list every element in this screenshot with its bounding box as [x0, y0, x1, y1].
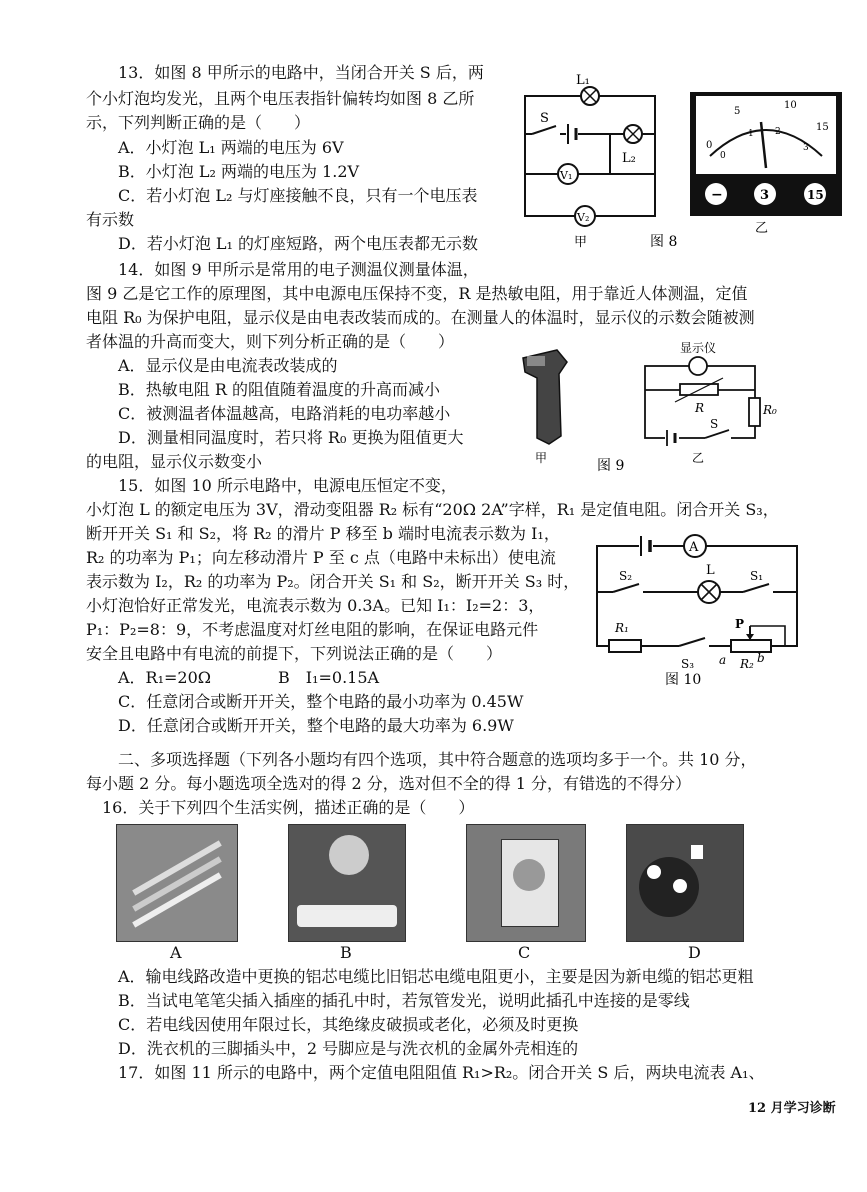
- tick-5-upper: 5: [734, 106, 741, 117]
- fig10-b-end: b: [757, 651, 765, 665]
- q16-photo-label-c: C: [518, 943, 531, 962]
- fig10-s2-label: S₂: [619, 569, 633, 583]
- fig10-r2-label: R₂: [740, 657, 754, 671]
- q14-option-a: A．显示仪是由电流表改装成的: [118, 356, 338, 375]
- terminal-3: 3: [760, 188, 770, 203]
- q16-option-a: A．输电线路改造中更换的铝芯电缆比旧铝芯电缆电阻更小，主要是因为新电缆的铝芯更粗: [118, 967, 754, 986]
- fig9-label-jia: 甲: [535, 451, 548, 465]
- fig8-caption: 图 8: [650, 234, 678, 250]
- q16-photo-label-a: A: [170, 943, 182, 962]
- fig9-label-yi: 乙: [692, 451, 705, 465]
- q14-line1: 14．如图 9 甲所示是常用的电子测温仪测量体温，: [118, 260, 479, 279]
- fig9-caption: 图 9: [597, 458, 625, 474]
- q17-stem: 17．如图 11 所示的电路中，两个定值电阻阻值 R₁>R₂。闭合开关 S 后，两块电流表 A₁、: [118, 1063, 765, 1082]
- q15-line2: 小灯泡 L 的额定电压为 3V，滑动变阻器 R₂ 标有“20Ω 2A”字样，R₁ 是定值电阻。闭合开关 S₃，: [86, 500, 779, 519]
- label-yi: 乙: [755, 221, 769, 236]
- q14-option-b: B．热敏电阻 R 的阻值随着温度的升高而减小: [118, 380, 440, 399]
- figure-10: [585, 528, 815, 688]
- figure-9: [515, 340, 795, 475]
- q16-option-c: C．若电线因使用年限过长，其绝缘皮破损或老化，必须及时更换: [118, 1015, 579, 1034]
- label-s: S: [540, 111, 549, 126]
- label-l1: L₁: [576, 73, 590, 88]
- q15-option-a: A．R₁=20Ω: [118, 668, 212, 687]
- photo-b-tester: [288, 824, 406, 942]
- q16-stem: 16．关于下列四个生活实例，描述正确的是（ ）: [102, 798, 475, 817]
- q13-option-a: A．小灯泡 L₁ 两端的电压为 6V: [118, 138, 344, 157]
- q13-line1: 13．如图 8 甲所示的电路中，当闭合开关 S 后，两: [118, 63, 484, 82]
- q14-line3: 电阻 R₀ 为保护电阻，显示仪是由电表改装而成的。在测量人的体温时，显示仪的示数会随被测: [86, 308, 755, 327]
- q14-option-d-cont: 的电阻，显示仪示数变小: [86, 452, 263, 471]
- figure-8: [510, 64, 860, 254]
- photo-d-plug: [626, 824, 744, 942]
- q13-option-b: B．小灯泡 L₂ 两端的电压为 1.2V: [118, 162, 360, 181]
- q15-line6: 小灯泡恰好正常发光，电流表示数为 0.3A。已知 I₁：I₂=2：3，: [86, 596, 545, 615]
- photo-c-socket: [466, 824, 586, 942]
- display-meter: [689, 357, 707, 375]
- fig9-display-label: 显示仪: [680, 341, 717, 355]
- fig10-caption: 图 10: [665, 672, 702, 688]
- tick-3-lower: 3: [803, 143, 809, 153]
- tick-0-lower: 0: [720, 151, 726, 161]
- q16-photo-label-b: B: [340, 943, 352, 962]
- photo-a-cables: [116, 824, 238, 942]
- terminal-minus: −: [711, 187, 723, 203]
- q15-line5: 表示数为 I₂，R₂ 的功率为 P₂。闭合开关 S₁ 和 S₂，断开开关 S₃ 时，: [86, 572, 580, 591]
- section2-line1: 二、多项选择题（下列各小题均有四个选项，其中符合题意的选项均多于一个。共 10 分，: [118, 750, 757, 769]
- label-l2: L₂: [622, 151, 636, 166]
- q15-line1: 15．如图 10 所示电路中，电源电压恒定不变，: [118, 476, 457, 495]
- q15-line3: 断开开关 S₁ 和 S₂，将 R₂ 的滑片 P 移至 b 端时电流表示数为 I₁，: [86, 524, 560, 543]
- q15-line7: P₁：P₂=8：9，不考虑温度对灯丝电阻的影响，在保证电路元件: [86, 620, 539, 639]
- fig10-a-label: A: [689, 540, 699, 555]
- q16-option-b: B．当试电笔笔尖插入插座的插孔中时，若氖管发光，说明此插孔中连接的是零线: [118, 991, 690, 1010]
- resistor-r1: [609, 640, 641, 652]
- tick-1-lower: 1: [748, 129, 754, 139]
- q15-line4: R₂ 的功率为 P₁；向左移动滑片 P 至 c 点（电路中未标出）使电流: [86, 548, 556, 567]
- label-jia: 甲: [574, 235, 588, 250]
- terminal-15: 15: [807, 188, 824, 202]
- tick-15-upper: 15: [816, 122, 829, 133]
- q13-option-c-cont: 有示数: [86, 210, 135, 229]
- q13-line3: 示，下列判断正确的是（ ）: [86, 113, 311, 132]
- q15-option-c: C．任意闭合或断开开关，整个电路的最小功率为 0.45W: [118, 692, 524, 711]
- q15-option-d: D．任意闭合或断开开关，整个电路的最大功率为 6.9W: [118, 716, 514, 735]
- tick-2-lower: 2: [775, 127, 781, 137]
- tick-10-upper: 10: [784, 100, 797, 111]
- q16-photo-label-d: D: [688, 943, 701, 962]
- fig10-a-end: a: [719, 653, 727, 667]
- fig10-l-label: L: [706, 563, 715, 578]
- fig9-s-label: S: [710, 417, 719, 431]
- label-v1: V₁: [560, 169, 573, 182]
- label-v2: V₂: [577, 211, 590, 224]
- q14-line2: 图 9 乙是它工作的原理图，其中电源电压保持不变，R 是热敏电阻，用于靠近人体测温，定值: [86, 284, 748, 303]
- page-footer: 12 月学习诊断: [748, 1101, 836, 1116]
- rheostat-r2: [731, 640, 771, 652]
- tick-0-upper: 0: [706, 140, 713, 151]
- fig10-p-label: P: [735, 617, 745, 631]
- resistor-r0: [749, 398, 760, 426]
- q14-option-c: C．被测温者体温越高，电路消耗的电功率越小: [118, 404, 451, 423]
- fig9-r0-label: R₀: [763, 403, 777, 417]
- q16-option-d: D．洗衣机的三脚插头中，2 号脚应是与洗衣机的金属外壳相连的: [118, 1039, 579, 1058]
- q13-line2: 个小灯泡均发光，且两个电压表指针偏转均如图 8 乙所: [86, 89, 475, 108]
- section2-line2: 每小题 2 分。每小题选项全选对的得 2 分，选对但不全的得 1 分，有错选的不得分）: [86, 774, 692, 793]
- q15-line8: 安全且电路中有电流的前提下，下列说法正确的是（ ）: [86, 644, 503, 663]
- q13-option-c: C．若小灯泡 L₂ 与灯座接触不良，只有一个电压表: [118, 186, 478, 205]
- fig10-s3-label: S₃: [681, 657, 695, 671]
- q13-option-d: D．若小灯泡 L₁ 的灯座短路，两个电压表都无示数: [118, 234, 479, 253]
- fig9-r-label: R: [695, 401, 705, 415]
- q14-option-d: D．测量相同温度时，若只将 R₀ 更换为阻值更大: [118, 428, 464, 447]
- fig10-r1-label: R₁: [615, 621, 629, 635]
- q15-option-b: B I₁=0.15A: [278, 668, 380, 687]
- fig10-s1-label: S₁: [750, 569, 764, 583]
- q14-line4: 者体温的升高而变大，则下列分析正确的是（ ）: [86, 332, 455, 351]
